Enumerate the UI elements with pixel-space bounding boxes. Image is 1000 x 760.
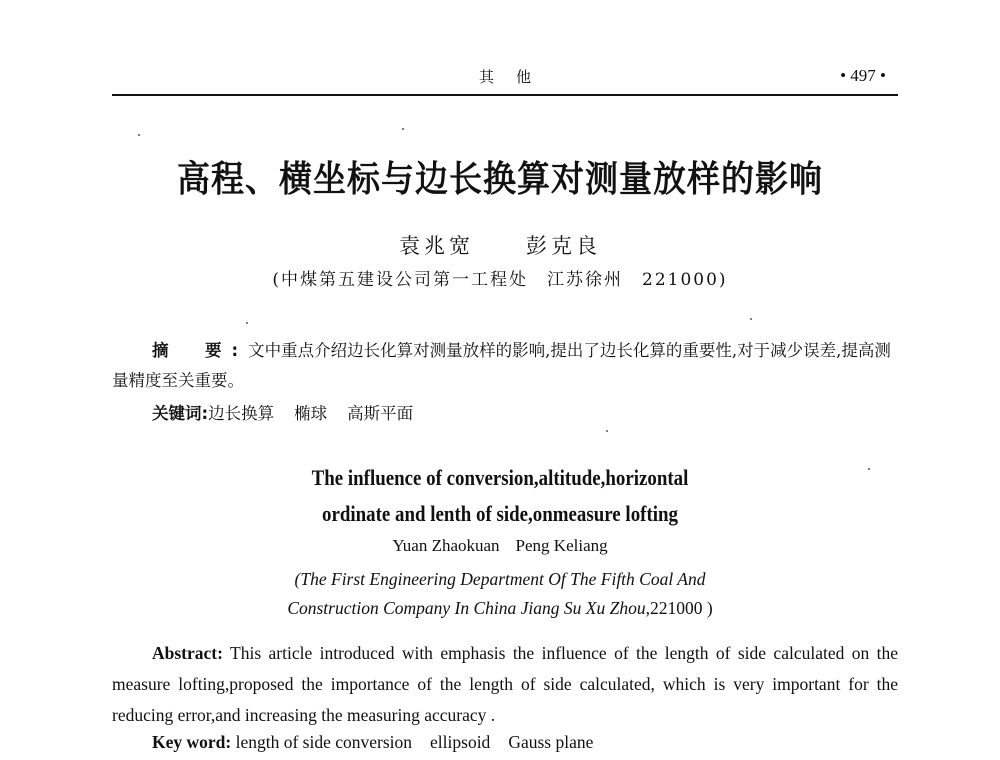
english-abstract-text: This article introduced with emphasis the influence of the length of side calculated on the measure lofting,proposed the importance of the length of side calculated, which is very important for the reducing error,and increasing the measuring accuracy . (112, 643, 898, 725)
english-affiliation-line-1: (The First Engineering Department Of The Fifth Coal And (294, 569, 706, 589)
scan-speck (402, 128, 404, 130)
english-author-1: Yuan Zhaokuan (392, 536, 500, 555)
header-section-title: 其他 (478, 68, 553, 86)
english-keyword: ellipsoid (430, 732, 491, 752)
chinese-abstract-text: 文中重点介绍边长化算对测量放样的影响,提出了边长化算的重要性,对于减少误差,提高测量精度至关重要。 (112, 341, 891, 390)
chinese-keyword: 椭球 (294, 404, 328, 423)
chinese-author-1: 袁兆宽 (399, 234, 474, 258)
english-keywords (152, 732, 593, 753)
chinese-author-2: 彭克良 (526, 234, 601, 258)
chinese-affiliation: (中煤第五建设公司第一工程处 江苏徐州 221000) (272, 270, 728, 290)
english-keyword: Gauss plane (508, 732, 594, 752)
scan-speck (868, 468, 870, 470)
english-keywords-label: Key word: (152, 732, 232, 752)
english-affiliation-org: Construction Company In China Jiang Su Xu Zhou (287, 598, 646, 618)
english-keyword: length of side conversion (235, 732, 413, 752)
english-abstract-label: Abstract: (152, 643, 223, 663)
english-author-2: Peng Keliang (515, 536, 608, 555)
english-affiliation-code: ,221000 ) (645, 598, 713, 618)
scan-speck (246, 322, 248, 324)
english-title (70, 460, 930, 532)
english-title-line-2: ordinate and lenth of side,onmeasure lofting (321, 501, 678, 526)
scan-speck (138, 134, 140, 136)
chinese-abstract (112, 336, 898, 396)
running-header (112, 64, 898, 96)
english-abstract (112, 638, 898, 731)
chinese-authors (0, 230, 1000, 260)
chinese-abstract-label: 摘 要: (152, 341, 249, 360)
english-affiliation-line-2 (0, 594, 1000, 623)
scan-speck (606, 430, 608, 432)
page-number: • 497 • (840, 66, 886, 85)
chinese-keywords (152, 400, 413, 424)
english-title-line-1: The influence of conversion,altitude,horizontal (311, 465, 689, 490)
english-authors (0, 536, 1000, 556)
chinese-title: 高程、横坐标与边长换算对测量放样的影响 (177, 157, 823, 200)
chinese-keyword: 边长换算 (208, 404, 275, 423)
scan-speck (750, 318, 752, 320)
english-affiliation (0, 565, 1000, 623)
chinese-keywords-label: 关键词: (152, 404, 209, 423)
chinese-keyword: 高斯平面 (347, 404, 414, 423)
